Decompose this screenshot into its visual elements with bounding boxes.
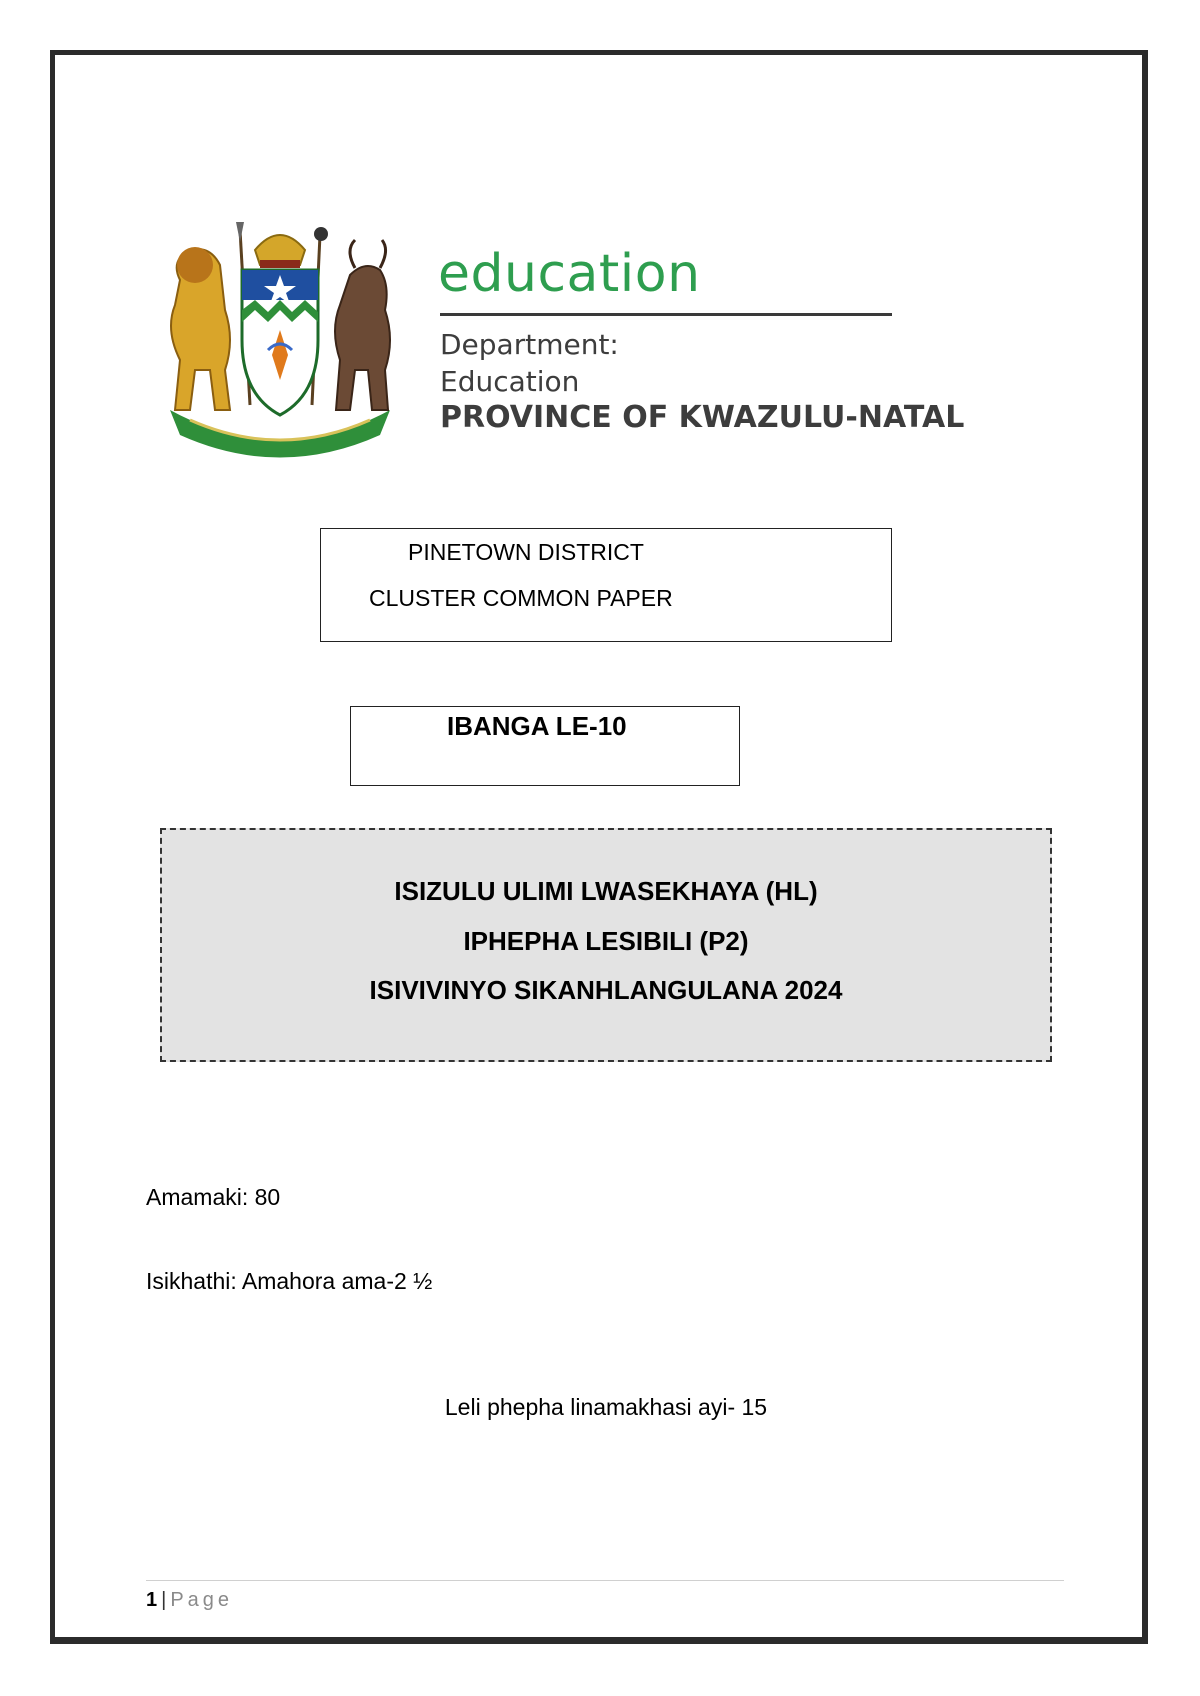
paper-title: IPHEPHA LESIBILI (P2) (463, 926, 749, 956)
education-wordmark: education (438, 244, 701, 304)
page-number: 1 (146, 1589, 158, 1611)
grade-box (350, 706, 740, 786)
province-name: PROVINCE OF KWAZULU-NATAL (440, 400, 965, 435)
coat-of-arms-icon (150, 220, 410, 470)
department-logo (150, 220, 965, 470)
exam-title-box (160, 828, 1052, 1062)
footer-divider (146, 1580, 1064, 1581)
department-label: Department: (440, 328, 619, 361)
department-name: Education (440, 365, 580, 398)
exam-duration: Isikhathi: Amahora ama-2 ½ (146, 1268, 433, 1294)
logo-divider (440, 313, 892, 316)
footer-separator: | (161, 1589, 167, 1611)
total-marks: Amamaki: 80 (146, 1184, 281, 1210)
subject-title: ISIZULU ULIMI LWASEKHAYA (HL) (394, 876, 818, 906)
page-count-note: Leli phepha linamakhasi ayi- 15 (444, 1394, 768, 1420)
page-word: Page (170, 1589, 234, 1611)
district-name: PINETOWN DISTRICT (408, 539, 644, 565)
exam-title: ISIVIVINYO SIKANHLANGULANA 2024 (369, 975, 843, 1005)
paper-type: CLUSTER COMMON PAPER (369, 585, 673, 611)
page-footer (146, 1589, 233, 1612)
grade-label: IBANGA LE-10 (447, 711, 627, 741)
district-box (320, 528, 892, 642)
